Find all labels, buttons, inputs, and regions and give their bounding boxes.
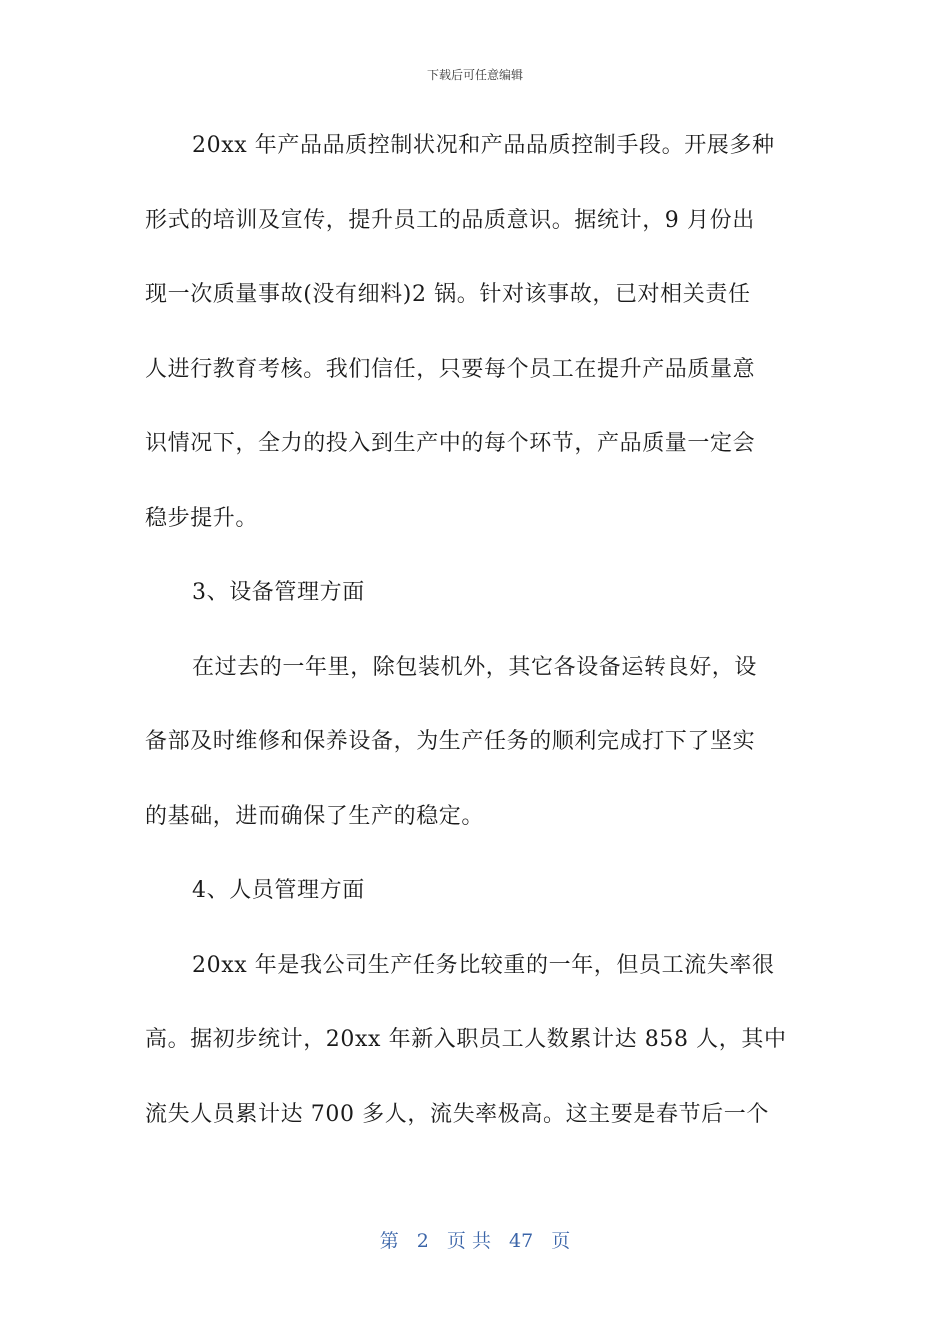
paragraph-line: 在过去的一年里，除包装机外，其它各设备运转良好，设	[192, 654, 758, 680]
section-heading: 4、人员管理方面	[192, 878, 365, 903]
total-page-number: 47	[509, 1230, 534, 1252]
paragraph-line: 20xx 年是我公司生产任务比较重的一年，但员工流失率很	[192, 952, 775, 978]
paragraph-line: 人进行教育考核。我们信任，只要每个员工在提升产品质量意	[145, 356, 756, 382]
paragraph-line: 现一次质量事故(没有细料)2 锅。针对该事故，已对相关责任	[145, 282, 751, 307]
paragraph-line: 形式的培训及宣传，提升员工的品质意识。据统计，9 月份出	[145, 207, 755, 233]
current-page-number: 2	[416, 1230, 429, 1252]
paragraph-line: 识情况下，全力的投入到生产中的每个环节，产品质量一定会	[145, 431, 756, 456]
paragraph-line: 20xx 年产品品质控制状况和产品品质控制手段。开展多种	[192, 133, 775, 158]
footer-suffix: 页	[551, 1230, 571, 1252]
page-footer	[0, 1226, 950, 1253]
paragraph-line: 流失人员累计达 700 多人，流失率极高。这主要是春节后一个	[145, 1101, 769, 1127]
paragraph-line: 备部及时维修和保养设备，为生产任务的顺利完成打下了坚实	[145, 729, 756, 754]
document-body	[145, 120, 795, 1163]
paragraph-line: 的基础，进而确保了生产的稳定。	[145, 803, 485, 829]
paragraph-line: 高。据初步统计，20xx 年新入职员工人数累计达 858 人，其中	[145, 1027, 787, 1052]
header-note: 下载后可任意编辑	[426, 68, 523, 82]
footer-prefix: 第	[379, 1230, 399, 1252]
section-heading: 3、设备管理方面	[192, 580, 365, 605]
paragraph-line: 稳步提升。	[145, 505, 259, 531]
footer-middle: 页 共	[446, 1230, 491, 1252]
